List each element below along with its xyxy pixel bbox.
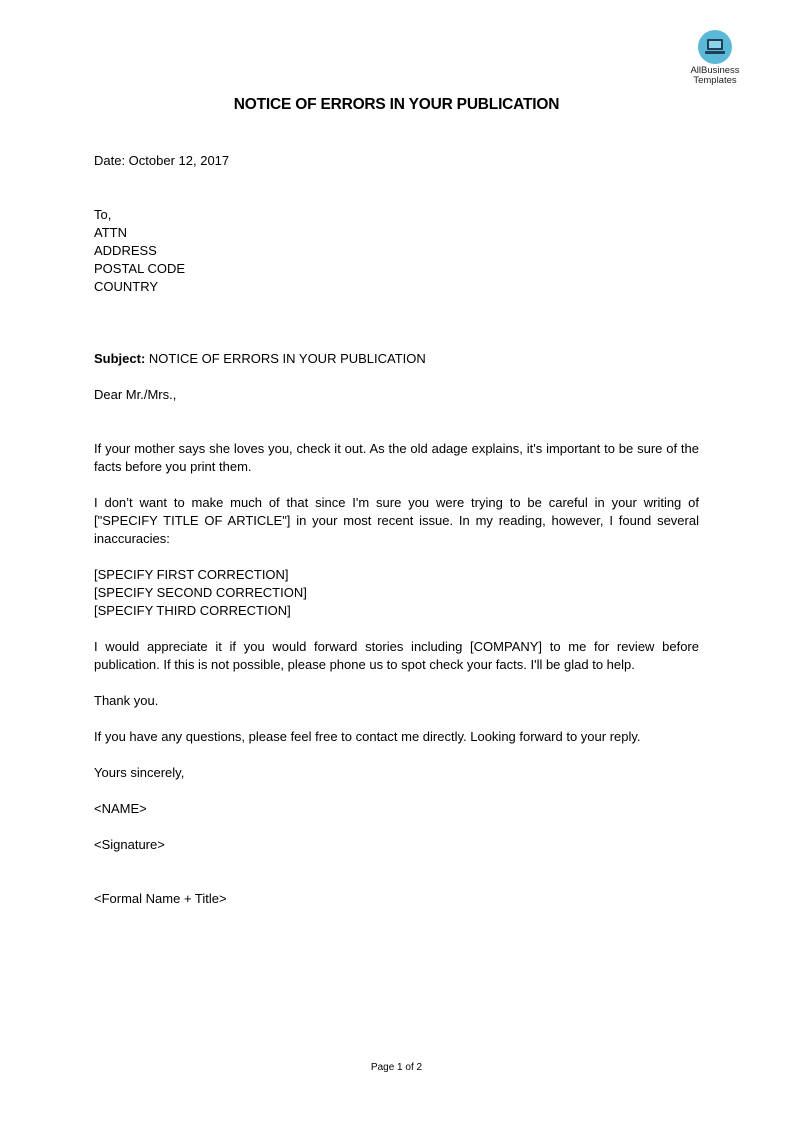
page-number: Page 1 of 2	[370, 1062, 423, 1073]
paragraph-3: I would appreciate it if you would forward stories including [COMPANY] to me for review before publication. If this is not possible, please phone us to spot check your facts. I'll be glad to help.	[94, 639, 699, 672]
subject-line	[94, 350, 699, 368]
recipient-country: COUNTRY	[94, 279, 159, 294]
letter-date: Date: October 12, 2017	[94, 153, 230, 168]
laptop-icon	[698, 30, 732, 64]
correction-1: [SPECIFY FIRST CORRECTION]	[94, 567, 289, 582]
document-title: NOTICE OF ERRORS IN YOUR PUBLICATION	[233, 96, 560, 113]
subject-label: Subject:	[94, 351, 146, 366]
allbusiness-logo	[678, 30, 752, 86]
sender-name: <NAME>	[94, 801, 147, 816]
recipient-postal-code: POSTAL CODE	[94, 261, 186, 276]
recipient-to: To,	[94, 207, 112, 222]
recipient-address: ADDRESS	[94, 243, 157, 258]
thanks-line: Thank you.	[94, 693, 159, 708]
correction-2: [SPECIFY SECOND CORRECTION]	[94, 585, 307, 600]
logo-line-1: AllBusiness	[690, 65, 740, 76]
subject-text: NOTICE OF ERRORS IN YOUR PUBLICATION	[145, 351, 426, 366]
contact-line: If you have any questions, please feel free to contact me directly. Looking forward to your reply.	[94, 729, 641, 744]
salutation: Dear Mr./Mrs.,	[94, 387, 177, 402]
paragraph-2: I don’t want to make much of that since I'm sure you were trying to be careful in your writing of ["SPECIFY TITLE OF ARTICLE"] in your most recent issue. In my reading, however, I found several inaccuracies:	[94, 495, 699, 546]
correction-3: [SPECIFY THIRD CORRECTION]	[94, 603, 291, 618]
formal-name-title: <Formal Name + Title>	[94, 891, 227, 906]
signature-placeholder: <Signature>	[94, 837, 165, 852]
paragraph-1: If your mother says she loves you, check it out. As the old adage explains, it's important to be sure of the facts before you print them.	[94, 441, 699, 474]
recipient-attn: ATTN	[94, 225, 127, 240]
letter-body	[94, 152, 699, 908]
logo-line-2: Templates	[693, 75, 737, 86]
closing-line: Yours sincerely,	[94, 765, 185, 780]
